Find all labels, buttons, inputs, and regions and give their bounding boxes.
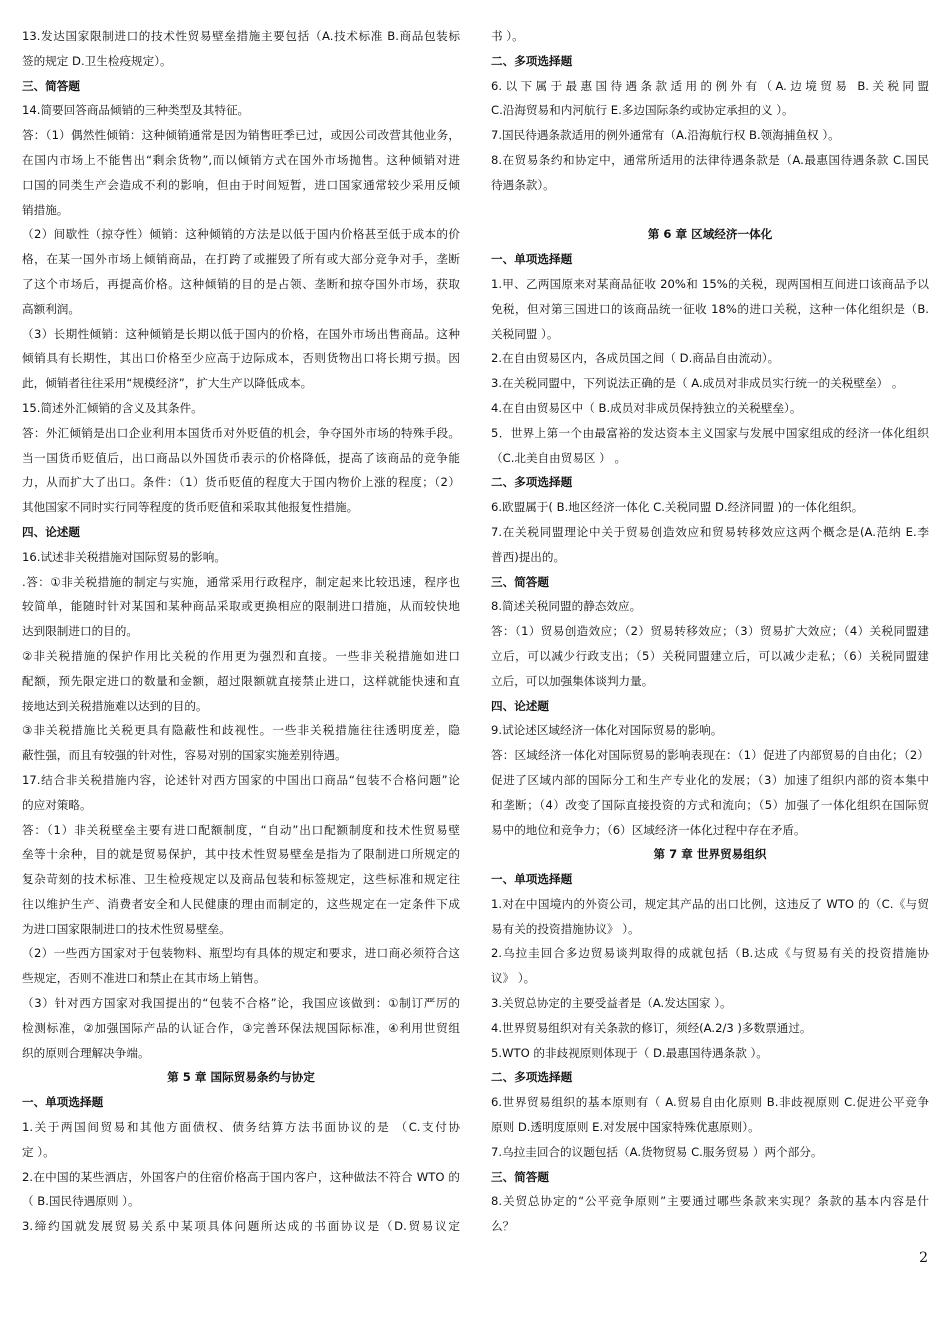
text-line: 促进了区域内部的国际分工和生产专业化的发展；（3）加速了组织内部的资本集中 bbox=[491, 772, 929, 787]
text-line: 销措施。 bbox=[22, 202, 69, 217]
text-line: ②非关税措施的保护作用比关税的作用更为强烈和直接。一些非关税措施如进口 bbox=[22, 648, 460, 663]
section-heading: 三、简答题 bbox=[491, 574, 549, 589]
text-line bbox=[491, 198, 929, 223]
text-line: 易有关的投资措施协议》 ）。 bbox=[491, 921, 640, 936]
text-line: 在国内市场上不能售出“剩余货物”,而以倾销方式在国外市场抛售。这种倾销对进 bbox=[22, 152, 460, 167]
text-line: 格，在某一国外市场上倾销商品，在打跨了或摧毁了所有或大部分竞争对手，垄断 bbox=[22, 252, 460, 267]
text-line: 复杂苛刻的技术标准、卫生检疫规定以及商品包装和标签规定，这些标准和规定往 bbox=[22, 872, 460, 887]
text-line: 立后，可以减少行政支出；（5）关税同盟建立后，可以减少走私；（6）关税同盟建 bbox=[491, 648, 929, 663]
text-line: .答：①非关税措施的制定与实施，通常采用行政程序，制定起来比较迅速，程序也 bbox=[22, 574, 460, 589]
text-line: 蔽性强，而且有较强的针对性，容易对别的国家实施差别待遇。 bbox=[22, 748, 347, 763]
text-line: 易中的地位和竞争力；（6）区域经济一体化过程中存在矛盾。 bbox=[491, 822, 806, 837]
text-line: 2.在自由贸易区内，各成员国之间（ D.商品自由流动）。 bbox=[491, 351, 780, 366]
right-column bbox=[491, 24, 929, 1239]
section-heading: 二、多项选择题 bbox=[491, 53, 573, 68]
text-line: 3.在关税同盟中，下列说法正确的是（ A.成员对非成员实行统一的关税壁垒） 。 bbox=[491, 376, 904, 391]
text-line: 其他国家不同时实行同等程度的货币贬值和采取其他报复性措施。 bbox=[22, 500, 359, 515]
chapter-title: 第 7 章 世界贸易组织 bbox=[653, 847, 767, 862]
text-line: 当一国货币贬值后，出口商品以外国货币表示的价格降低，提高了该商品的竞争能 bbox=[22, 450, 460, 465]
text-line: 为进口国家限制进口的技术性贸易壁垒。 bbox=[22, 921, 231, 936]
section-heading: 四、论述题 bbox=[491, 698, 549, 713]
section-heading: 一、单项选择题 bbox=[491, 872, 573, 887]
text-line: 2.乌拉圭回合多边贸易谈判取得的成就包括（B.达成《与贸易有关的投资措施协 bbox=[491, 946, 929, 961]
text-line: ③非关税措施比关税更具有隐蔽性和歧视性。一些非关税措施往往透明度差，隐 bbox=[22, 723, 460, 738]
page-number: 2 bbox=[919, 1250, 928, 1266]
text-line: 立后，可以加强集体谈判力量。 bbox=[491, 673, 654, 688]
text-line: 6.欧盟属于( B.地区经济一体化 C.关税同盟 D.经济同盟 )的一体化组织。 bbox=[491, 500, 864, 515]
text-line: 答：外汇倾销是出口企业利用本国货币对外贬值的机会，争夺国外市场的特殊手段。 bbox=[22, 425, 460, 440]
section-heading: 二、多项选择题 bbox=[491, 1070, 573, 1085]
text-line: 配额，预先限定进口的数量和金额，超过限额就直接禁止进口，这样就能快速和直 bbox=[22, 673, 460, 688]
text-line: 4.世界贸易组织对有关条款的修订，须经(A.2/3 )多数票通过。 bbox=[491, 1020, 812, 1035]
text-line: 口国的同类生产会造成不利的影响，但由于时间短暂，进口国家通常较少采用反倾 bbox=[22, 177, 460, 192]
text-line: 4.在自由贸易区中（ B.成员对非成员保持独立的关税壁垒）。 bbox=[491, 400, 802, 415]
text-line: 8.简述关税同盟的静态效应。 bbox=[491, 599, 642, 614]
text-line: 8.关贸总协定的“公平竞争原则”主要通过哪些条款来实现？条款的基本内容是什 bbox=[491, 1194, 929, 1209]
text-line: 7.在关税同盟理论中关于贸易创造效应和贸易转移效应这两个概念是(A.范纳 E.李 bbox=[491, 524, 929, 539]
section-heading: 一、单项选择题 bbox=[22, 1095, 104, 1110]
text-line: 织的原则合理解决争端。 bbox=[22, 1045, 150, 1060]
text-line: 14.简要回答商品倾销的三种类型及其特征。 bbox=[22, 103, 250, 118]
text-line: C.沿海贸易和内河航行 E.多边国际条约或协定承担的义 ）。 bbox=[491, 103, 794, 118]
section-heading: 三、简答题 bbox=[491, 1169, 549, 1184]
left-column bbox=[22, 24, 460, 1239]
text-line: （C.北美自由贸易区 ） 。 bbox=[491, 450, 627, 465]
text-line: 议》 ）。 bbox=[491, 971, 536, 986]
text-line: 3.关贸总协定的主要受益者是（A.发达国家 ）。 bbox=[491, 996, 732, 1011]
text-line: （ B.国民待遇原则 ）。 bbox=[22, 1194, 140, 1209]
text-line: 8.在贸易条约和协定中，通常所适用的法律待遇条款是（A.最惠国待遇条款 C.国民 bbox=[491, 152, 929, 167]
text-line: 6.世界贸易组织的基本原则有（ A.贸易自由化原则 B.非歧视原则 C.促进公平竞争 bbox=[491, 1095, 929, 1110]
text-line: （3）针对西方国家对我国提出的“包装不合格”论，我国应该做到：①制订严厉的 bbox=[22, 996, 460, 1011]
text-line: 签的规定 D.卫生检疫规定）。 bbox=[22, 53, 172, 68]
text-line: （2）一些西方国家对于包装物料、瓶型均有具体的规定和要求，进口商必须符合这 bbox=[22, 946, 460, 961]
text-line: 倾销具有长期性，其出口价格至少应高于边际成本，否则货物出口将长期亏损。因 bbox=[22, 351, 460, 366]
text-line: 了这个市场后，再提高价格。这种倾销的目的是占领、垄断和掠夺国外市场，获取 bbox=[22, 276, 460, 291]
text-line: 答：（1）偶然性倾销：这种倾销通常是因为销售旺季已过，或因公司改营其他业务， bbox=[22, 128, 460, 143]
text-line: 接地达到关税措施难以达到的目的。 bbox=[22, 698, 208, 713]
text-line: 2.在中国的某些酒店，外国客户的住宿价格高于国内客户，这种做法不符合 WTO 的 bbox=[22, 1169, 460, 1184]
text-line: 17.结合非关税措施内容，论述针对西方国家的中国出口商品“包装不合格问题”论 bbox=[22, 772, 460, 787]
section-heading: 三、简答题 bbox=[22, 78, 80, 93]
text-line: 3.缔约国就发展贸易关系中某项具体问题所达成的书面协议是（D.贸易议定 bbox=[22, 1219, 460, 1234]
text-line: （3）长期性倾销：这种倾销是长期以低于国内的价格，在国外市场出售商品。这种 bbox=[22, 326, 460, 341]
text-line: 5．世界上第一个由最富裕的发达资本主义国家与发展中国家组成的经济一体化组织 bbox=[491, 425, 929, 440]
text-line: 检测标准，②加强国际产品的认证合作，③完善环保法规国际标准，④利用世贸组 bbox=[22, 1020, 460, 1035]
section-heading: 二、多项选择题 bbox=[491, 475, 573, 490]
text-line: 答：区域经济一体化对国际贸易的影响表现在：（1）促进了内部贸易的自由化；（2） bbox=[491, 748, 929, 763]
text-line: 力，从而扩大了出口。条件：（1）货币贬值的程度大于国内物价上涨的程度；（2） bbox=[22, 475, 460, 490]
section-heading: 一、单项选择题 bbox=[491, 252, 573, 267]
text-line: 达到限制进口的目的。 bbox=[22, 624, 138, 639]
text-line: 往以维护生产、消费者安全和人民健康的理由而制定的，这些规定在一定条件下成 bbox=[22, 896, 460, 911]
chapter-title: 第 5 章 国际贸易条约与协定 bbox=[167, 1070, 315, 1085]
text-line: 9.试论述区域经济一体化对国际贸易的影响。 bbox=[491, 723, 723, 738]
text-line: （2）间歇性（掠夺性）倾销：这种倾销的方法是以低于国内价格甚至低于成本的价 bbox=[22, 227, 460, 242]
text-line: 答：（1）贸易创造效应；（2）贸易转移效应；（3）贸易扩大效应；（4）关税同盟建 bbox=[491, 624, 929, 639]
chapter-title: 第 6 章 区域经济一体化 bbox=[647, 227, 773, 242]
text-line: 5.WTO 的非歧视原则体现于（ D.最惠国待遇条款 ）。 bbox=[491, 1045, 768, 1060]
text-line: 免税，但对第三国进口的该商品统一征收 18%的进口关税，这种一体化组织是（B. bbox=[491, 301, 929, 316]
text-line: 1.对在中国境内的外资公司，规定其产品的出口比例，这违反了 WTO 的（C.《与贸 bbox=[491, 896, 929, 911]
text-line: 的应对策略。 bbox=[22, 797, 92, 812]
text-line: 15.简述外汇倾销的含义及其条件。 bbox=[22, 400, 203, 415]
text-line: 定 ）。 bbox=[22, 1144, 55, 1159]
text-line: 原则 D.透明度原则 E.对发展中国家特殊优惠原则）。 bbox=[491, 1120, 760, 1135]
text-line: 和垄断；（4）改变了国际直接投资的方式和流向；（5）加强了一体化组织在国际贸 bbox=[491, 797, 929, 812]
text-line: 高额利润。 bbox=[22, 301, 80, 316]
text-line: 1.甲、乙两国原来对某商品征收 20%和 15%的关税，现两国相互间进口该商品予以 bbox=[491, 276, 929, 291]
text-line: 待遇条款）。 bbox=[491, 177, 555, 192]
text-line: 垒等十余种，目的就是贸易保护，其中技术性贸易壁垒是指为了限制进口所规定的 bbox=[22, 847, 460, 862]
text-line: 7.国民待遇条款适用的例外通常有（A.沿海航行权 B.领海捕鱼权 ）。 bbox=[491, 128, 840, 143]
text-line: 此，倾销者往往采用“规模经济”，扩大生产以降低成本。 bbox=[22, 376, 313, 391]
text-line: 1.关于两国间贸易和其他方面债权、债务结算方法书面协议的是 （C.支付协 bbox=[22, 1120, 460, 1135]
text-line: 么？ bbox=[491, 1219, 515, 1234]
text-line: 答：（1）非关税壁垒主要有进口配额制度，“自动”出口配额制度和技术性贸易壁 bbox=[22, 822, 460, 837]
text-line: 普西)提出的。 bbox=[491, 549, 566, 564]
section-heading: 四、论述题 bbox=[22, 524, 80, 539]
text-line: 16.试述非关税措施对国际贸易的影响。 bbox=[22, 549, 226, 564]
text-line: 6.以下属于最惠国待遇条款适用的例外有（A.边境贸易 B.关税同盟 bbox=[491, 78, 929, 93]
text-line: 些规定，否则不准进口和禁止在其市场上销售。 bbox=[22, 971, 266, 986]
text-line: 较简单，能随时针对某国和某种商品采取或更换相应的限制进口措施，从而较快地 bbox=[22, 599, 460, 614]
text-line: 13.发达国家限制进口的技术性贸易壁垒措施主要包括（A.技术标准 B.商品包装标 bbox=[22, 29, 460, 43]
text-line: 书 ）。 bbox=[491, 29, 524, 43]
text-line: 关税同盟 ）。 bbox=[491, 326, 559, 341]
text-line: 7.乌拉圭回合的议题包括（A.货物贸易 C.服务贸易 ）两个部分。 bbox=[491, 1144, 823, 1159]
